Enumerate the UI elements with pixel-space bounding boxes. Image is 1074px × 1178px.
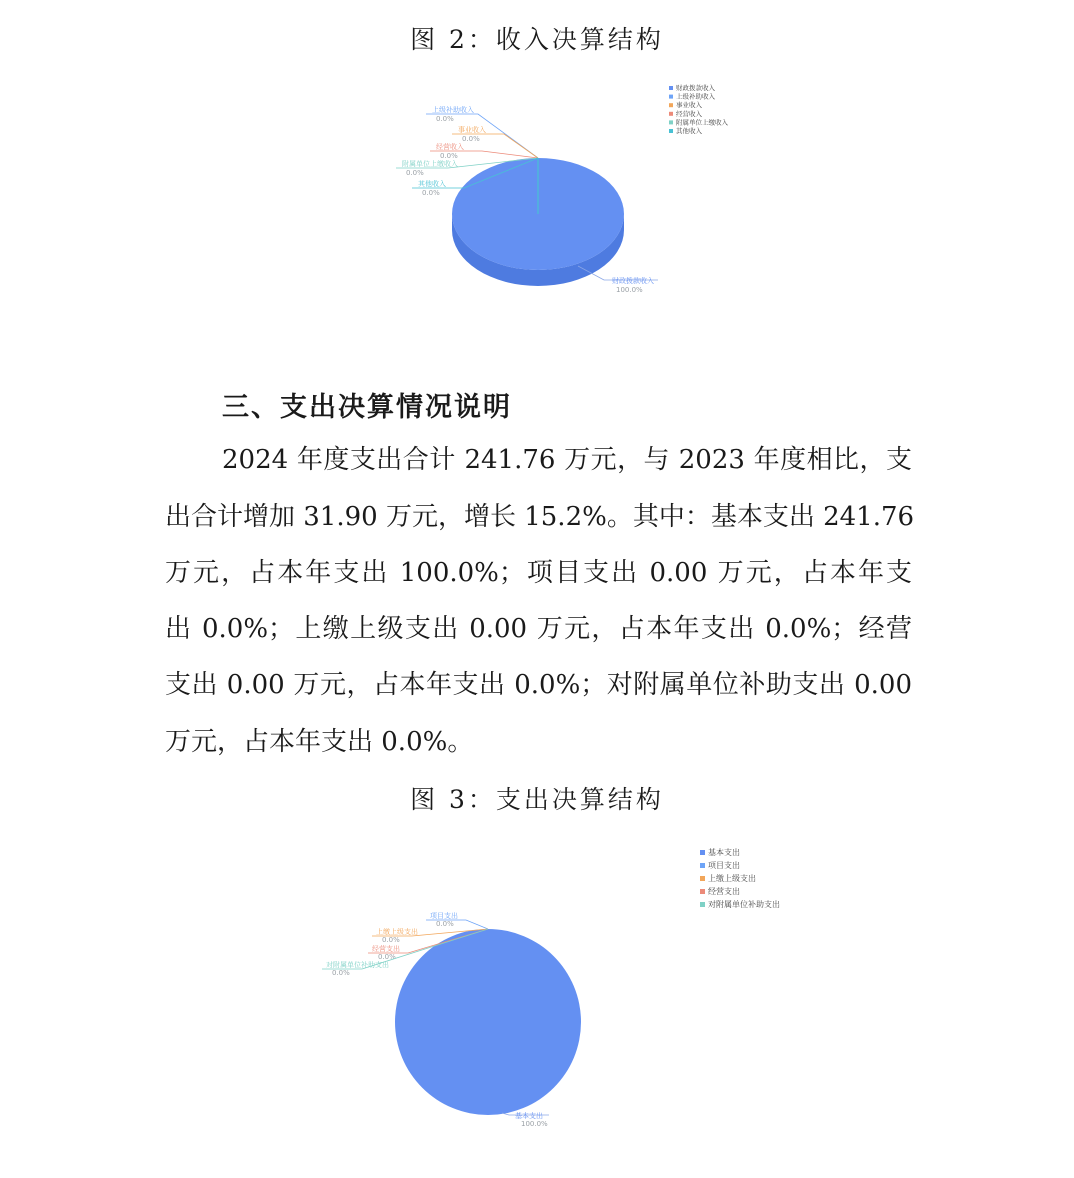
- paragraph-line-6: 万元，占本年支出 0.0%。: [165, 727, 474, 757]
- value-label-3: 0.0%: [378, 953, 396, 961]
- category-label-2: 上缴上级支出: [376, 928, 418, 936]
- legend-item-1: 上级补助收入: [676, 92, 715, 101]
- legend-swatch-3: [700, 889, 705, 894]
- pie-slice-0: [395, 929, 581, 1115]
- paragraph-line-2: 出合计增加 31.90 万元，增长 15.2%。其中：基本支出 241.76: [165, 502, 915, 532]
- legend-swatch-1: [700, 863, 705, 868]
- chart-legend: [700, 847, 780, 909]
- legend-swatch-4: [700, 902, 705, 907]
- legend-item-4: 附属单位上缴收入: [676, 118, 728, 127]
- category-label-0: 财政拨款收入: [612, 277, 654, 285]
- value-label-5: 0.0%: [422, 189, 440, 197]
- legend-item-3: 经营收入: [676, 109, 702, 118]
- value-label-1: 0.0%: [436, 920, 454, 928]
- legend-item-0: 财政拨款收入: [676, 84, 715, 92]
- category-label-1: 项目支出: [430, 912, 458, 920]
- value-label-4: 0.0%: [332, 969, 350, 977]
- value-label-2: 0.0%: [462, 135, 480, 143]
- paragraph-line-3: 万元，占本年支出 100.0%；项目支出 0.00 万元，占本年支: [165, 558, 912, 588]
- data-label-0: [502, 1111, 549, 1128]
- category-label-4: 附属单位上缴收入: [402, 160, 458, 168]
- category-label-3: 经营收入: [436, 143, 464, 151]
- legend-item-3: 经营支出: [708, 887, 740, 896]
- section3-heading: 三、支出决算情况说明: [222, 392, 512, 423]
- value-label-2: 0.0%: [382, 936, 400, 944]
- category-label-0: 基本支出: [515, 1112, 543, 1120]
- category-label-4: 对附属单位补助支出: [326, 961, 389, 969]
- category-label-5: 其他收入: [418, 180, 446, 188]
- category-label-2: 事业收入: [458, 126, 486, 134]
- figure3-caption: 图 3：支出决算结构: [410, 785, 664, 814]
- value-label-4: 0.0%: [406, 169, 424, 177]
- value-label-3: 0.0%: [440, 152, 458, 160]
- category-label-3: 经营支出: [372, 945, 400, 953]
- paragraph-line-4: 出 0.0%；上缴上级支出 0.00 万元，占本年支出 0.0%；经营: [165, 614, 912, 644]
- legend-swatch-0: [700, 850, 705, 855]
- data-label-1: [426, 911, 488, 929]
- legend-item-4: 对附属单位补助支出: [708, 900, 780, 909]
- legend-item-1: 项目支出: [708, 861, 740, 870]
- category-label-1: 上级补助收入: [432, 106, 474, 114]
- legend-item-2: 上缴上级支出: [708, 874, 756, 883]
- legend-item-2: 事业收入: [676, 101, 702, 110]
- value-label-0: 100.0%: [521, 1120, 548, 1128]
- paragraph-line-5: 支出 0.00 万元，占本年支出 0.0%；对附属单位补助支出 0.00: [165, 670, 912, 700]
- legend-item-5: 其他收入: [676, 127, 702, 135]
- legend-item-0: 基本支出: [708, 848, 740, 857]
- value-label-0: 100.0%: [616, 286, 643, 294]
- figure2-caption: 图 2：收入决算结构: [410, 25, 664, 54]
- value-label-1: 0.0%: [436, 115, 454, 123]
- legend-swatch-2: [700, 876, 705, 881]
- paragraph-line-1: 2024 年度支出合计 241.76 万元，与 2023 年度相比，支: [222, 445, 912, 475]
